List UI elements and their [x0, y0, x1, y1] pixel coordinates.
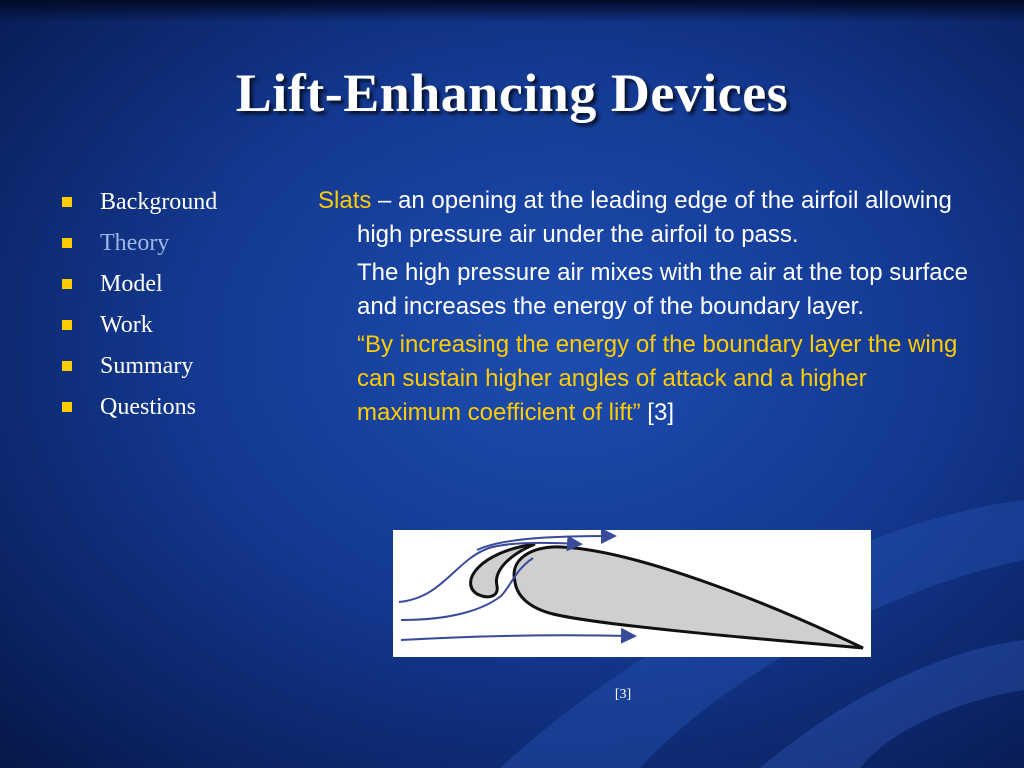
outline-nav	[62, 186, 217, 432]
definition-text: – an opening at the leading edge of the airfoil allowing high pressure air under the airfoil to pass.	[357, 187, 952, 248]
nav-item-label: Summary	[100, 353, 194, 379]
nav-item-label: Questions	[100, 394, 196, 420]
nav-item-work[interactable]	[62, 309, 217, 350]
nav-item-summary[interactable]	[62, 350, 217, 391]
slat-airfoil-figure	[393, 530, 871, 657]
airfoil-diagram	[393, 530, 871, 657]
main-airfoil	[514, 547, 863, 648]
slide-title: Lift-Enhancing Devices	[235, 63, 789, 123]
nav-item-label: Model	[100, 271, 163, 297]
nav-item-label: Background	[100, 189, 218, 215]
streamline-through-slot	[401, 558, 533, 620]
bullet-icon	[62, 238, 72, 248]
nav-item-label: Theory	[100, 230, 170, 256]
figure-caption: [3]	[614, 687, 632, 702]
nav-item-background[interactable]	[62, 186, 217, 227]
bullet-icon	[62, 402, 72, 412]
quote-paragraph	[318, 328, 968, 430]
term-slats: Slats	[318, 187, 372, 214]
nav-item-questions[interactable]	[62, 391, 217, 432]
bullet-icon	[62, 279, 72, 289]
bullet-icon	[62, 197, 72, 207]
top-band	[0, 0, 1024, 22]
slide-body	[318, 184, 968, 434]
streamline-bottom	[401, 635, 633, 640]
nav-item-model[interactable]	[62, 268, 217, 309]
nav-item-label: Work	[100, 312, 153, 338]
quote-text: “By increasing the energy of the boundary layer the wing can sustain higher angles of attack and a higher maximum coefficient of lift”	[357, 331, 958, 426]
citation-text: [3]	[640, 399, 674, 426]
bullet-icon	[62, 320, 72, 330]
slats-definition	[318, 184, 968, 252]
nav-item-theory[interactable]	[62, 227, 217, 268]
bullet-icon	[62, 361, 72, 371]
detail-paragraph: The high pressure air mixes with the air at the top surface and increases the energy of the boundary layer.	[357, 259, 968, 320]
